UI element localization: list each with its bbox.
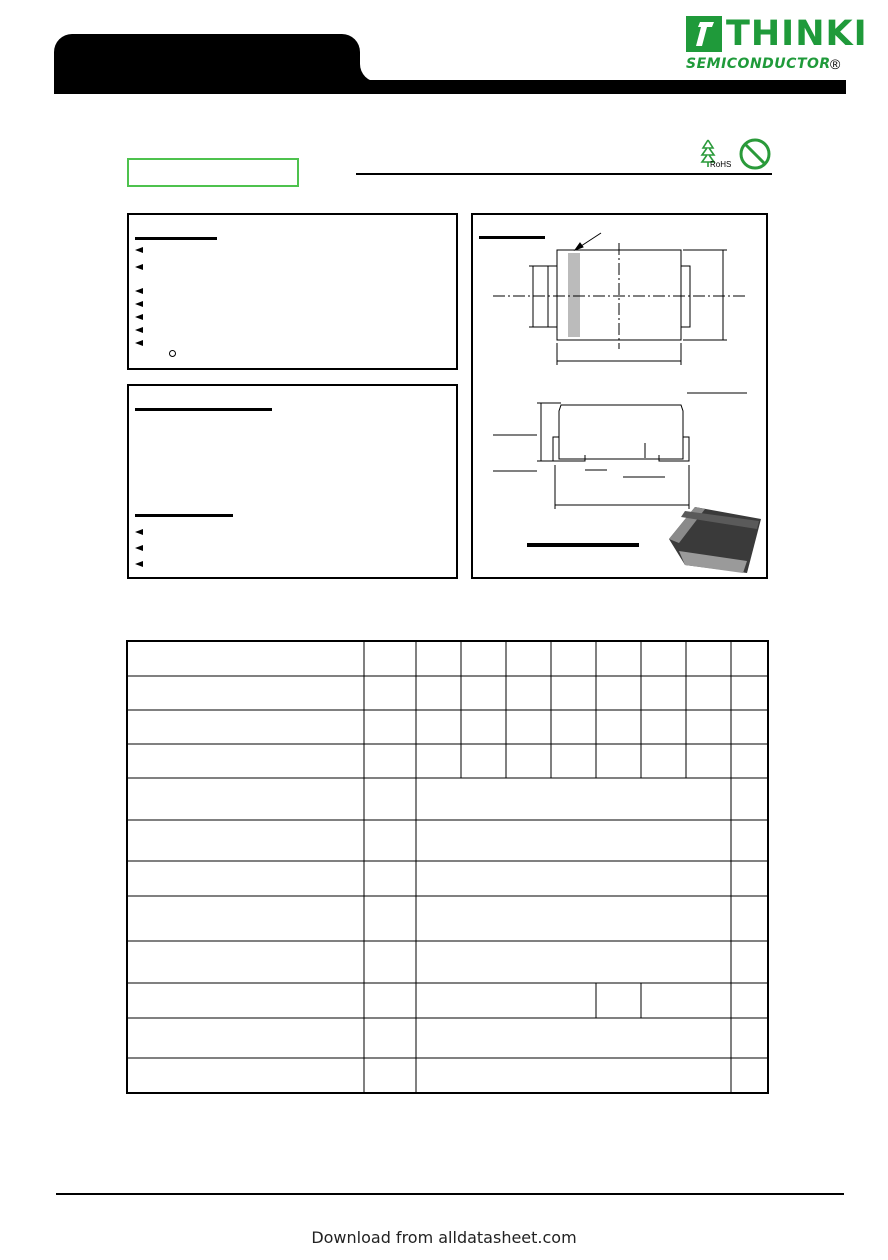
package-drawing bbox=[473, 215, 766, 577]
part-number-box bbox=[127, 158, 299, 187]
bullet-icon bbox=[135, 246, 143, 254]
bullet-icon bbox=[135, 313, 143, 321]
degree-mark bbox=[169, 350, 176, 357]
mechanical-heading-rule bbox=[135, 514, 233, 517]
header-tab-curve bbox=[350, 60, 390, 82]
footer-source-text[interactable]: Download from alldatasheet.com bbox=[311, 1228, 577, 1247]
header-black-bar bbox=[54, 80, 846, 94]
brand-name: THINKI bbox=[726, 14, 868, 54]
brand-subtitle: SEMICONDUCTOR bbox=[686, 56, 831, 72]
bullet-icon bbox=[135, 560, 143, 568]
bullet-icon bbox=[135, 544, 143, 552]
spec-table bbox=[126, 640, 769, 1094]
features-heading-rule bbox=[135, 237, 217, 240]
rohs-icon bbox=[698, 136, 734, 172]
product-photo bbox=[669, 507, 761, 573]
registered-mark: ® bbox=[830, 56, 841, 72]
title-underline bbox=[356, 173, 772, 175]
bullet-icon bbox=[135, 263, 143, 271]
rohs-label: RoHS bbox=[710, 160, 732, 169]
brand-logo-icon bbox=[686, 16, 722, 52]
bullet-icon bbox=[135, 528, 143, 536]
bullet-icon bbox=[135, 326, 143, 334]
features-panel bbox=[127, 213, 458, 370]
footer-rule bbox=[56, 1193, 844, 1195]
bullet-icon bbox=[135, 339, 143, 347]
no-lead-icon bbox=[738, 137, 772, 171]
bullet-icon bbox=[135, 300, 143, 308]
bullet-icon bbox=[135, 287, 143, 295]
package-outline-panel bbox=[471, 213, 768, 579]
mechanical-data-panel bbox=[127, 384, 458, 579]
max-ratings-heading-rule bbox=[135, 408, 272, 411]
